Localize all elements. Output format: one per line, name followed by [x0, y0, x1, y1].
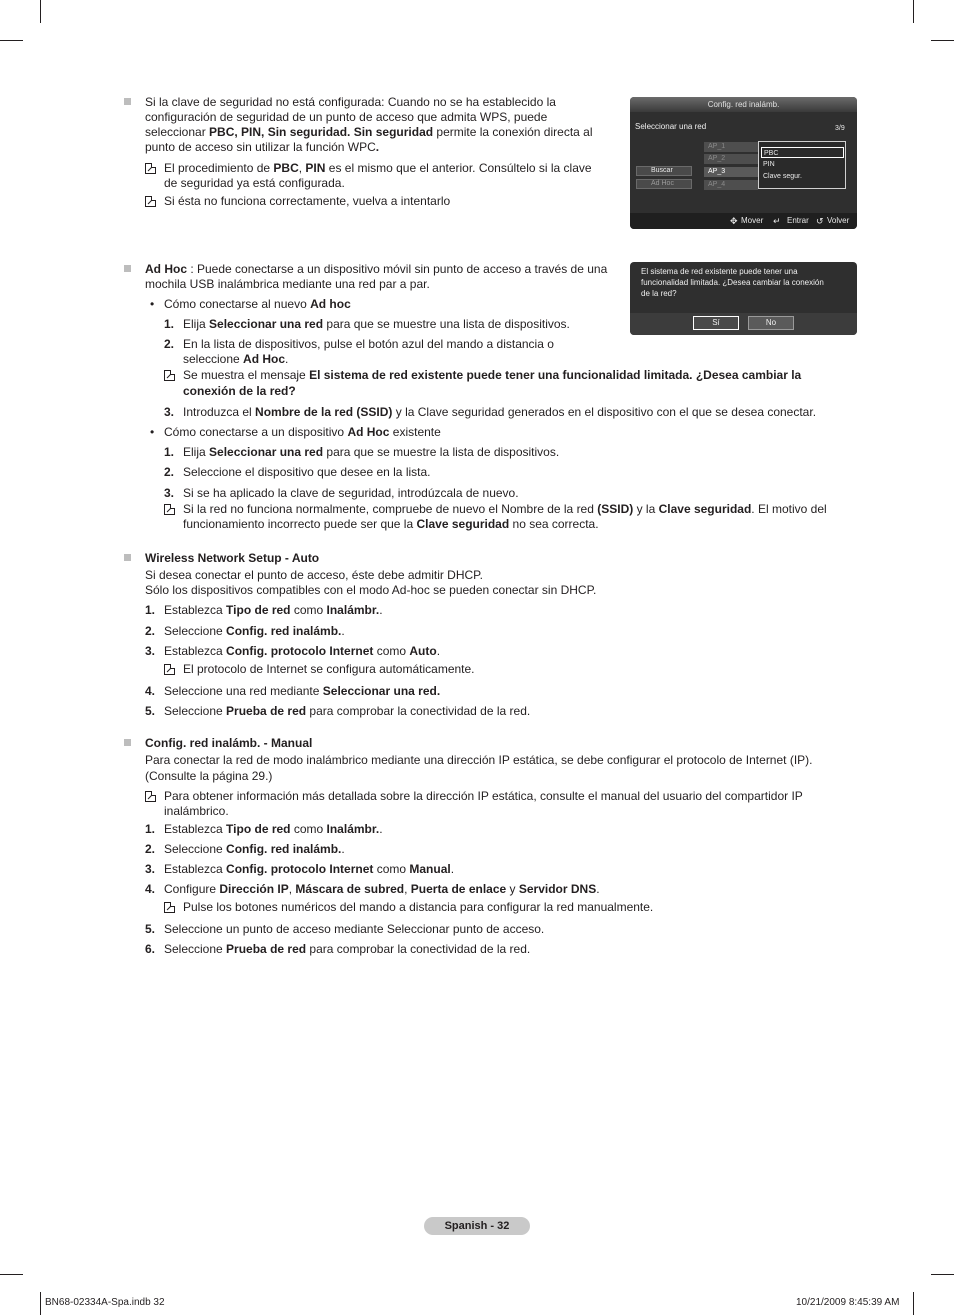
note-icon — [164, 664, 175, 675]
osd-page-count: 3/9 — [835, 125, 845, 132]
s4-p2: (Consulte la página 29.) — [145, 769, 273, 783]
step-number: 1. — [145, 603, 156, 617]
step-number: 2. — [164, 337, 175, 351]
s1-line4: punto de acceso sin utilizar la función WPC. — [145, 140, 380, 154]
s1-note1: El procedimiento de PBC, PIN es el mismo que el anterior. Consúltelo si la clave — [164, 161, 592, 175]
crop-mark — [40, 0, 41, 23]
s3-p2: Sólo los dispositivos compatibles con el modo Ad-hoc se pueden conectar sin DHCP. — [145, 583, 597, 597]
osd-mover: Mover — [741, 216, 764, 225]
s1-line1: Si la clave de seguridad no está configurada: Cuando no se ha establecido la — [145, 95, 556, 109]
s4-step4: Configure Dirección IP, Máscara de subred, Puerta de enlace y Servidor DNS. — [164, 882, 600, 896]
note-icon — [164, 370, 175, 381]
note-icon — [145, 791, 156, 802]
step-number: 2. — [145, 624, 156, 638]
osd-ap-item[interactable]: AP_2 — [704, 154, 758, 164]
osd2-message-line: El sistema de red existente puede tener una — [641, 267, 798, 276]
osd2-message-line: funcionalidad limitada. ¿Desea cambiar la conexión — [641, 278, 824, 287]
osd-option-clave[interactable]: Clave segur. — [763, 173, 802, 180]
step-number: 3. — [145, 862, 156, 876]
note-icon — [164, 504, 175, 515]
bullet: • — [150, 297, 155, 311]
step-number: 3. — [145, 644, 156, 658]
s2-note2-cont: funcionamiento incorrecto puede ser que la Clave seguridad no sea correcta. — [183, 517, 599, 531]
s3-step2: Seleccione Config. red inalámb.. — [164, 624, 345, 638]
s2-step2-cont: seleccione Ad Hoc. — [183, 352, 289, 366]
crop-mark — [0, 1274, 23, 1275]
osd-option-pbc[interactable]: PBC — [761, 147, 844, 158]
osd-select-label: Seleccionar una red — [635, 122, 707, 131]
step-number: 3. — [164, 405, 175, 419]
s2-heading: Ad Hoc : Puede conectarse a un dispositivo móvil sin punto de acceso a través de una — [145, 262, 608, 276]
osd-wireless-config — [630, 97, 857, 229]
osd-buscar-button[interactable]: Buscar — [636, 166, 692, 176]
s4-step2: Seleccione Config. red inalámb.. — [164, 842, 345, 856]
s3-step1: Establezca Tipo de red como Inalámbr.. — [164, 603, 383, 617]
s4-step3: Establezca Config. protocolo Internet como Manual. — [164, 862, 455, 876]
step-number: 6. — [145, 942, 156, 956]
s2-note1: Se muestra el mensaje El sistema de red existente puede tener una funcionalidad limitada. ¿Desea cambiar la — [183, 368, 802, 382]
s4-p1: Para conectar la red de modo inalámbrico mediante una dirección IP estática, se debe configurar el protocolo de Internet (IP). — [145, 753, 813, 767]
s1-note2: Si ésta no funciona correctamente, vuelva a intentarlo — [164, 194, 451, 208]
osd-title: Config. red inalámb. — [630, 97, 857, 112]
s2-note2: Si la red no funciona normalmente, compruebe de nuevo el Nombre de la red (SSID) y la Clave seguridad. El motivo del — [183, 502, 827, 516]
s3-step3: Establezca Config. protocolo Internet como Auto. — [164, 644, 441, 658]
osd-security-popup — [758, 141, 846, 189]
s3-p1: Si desea conectar el punto de acceso, éste debe admitir DHCP. — [145, 568, 483, 582]
osd-option-pin[interactable]: PIN — [763, 161, 775, 168]
osd-ap-item[interactable]: AP_4 — [704, 180, 758, 190]
s1-note1-cont: de seguridad ya está configurada. — [164, 176, 345, 190]
osd-adhoc-button[interactable]: Ad Hoc — [636, 179, 692, 189]
crop-mark — [931, 40, 954, 41]
crop-mark — [913, 1292, 914, 1315]
s4-step1: Establezca Tipo de red como Inalámbr.. — [164, 822, 383, 836]
s2-heading-cont: mochila USB inalámbrica mediante una red par a par. — [145, 277, 430, 291]
s2-step2: En la lista de dispositivos, pulse el botón azul del mando a distancia o — [183, 337, 554, 351]
osd-footer — [630, 213, 857, 229]
section-square-icon — [124, 739, 131, 746]
s4-step6: Seleccione Prueba de red para comprobar la conectividad de la red. — [164, 942, 531, 956]
page-number-badge: Spanish - 32 — [424, 1217, 530, 1235]
s2-existing-step1: Elija Seleccionar una red para que se muestre la lista de dispositivos. — [183, 445, 560, 459]
section-square-icon — [124, 554, 131, 561]
s2-existing-step2: Seleccione el dispositivo que desee en la lista. — [183, 465, 431, 479]
s4-note1: Para obtener información más detallada sobre la dirección IP estática, consulte el manual del usuario del compartidor IP — [164, 789, 803, 803]
s3-heading: Wireless Network Setup - Auto — [145, 551, 320, 565]
s2-step3: Introduzca el Nombre de la red (SSID) y la Clave seguridad generados en el dispositivo con el que se desea conectar. — [183, 405, 817, 419]
move-icon: ✥ — [730, 216, 738, 226]
osd-entrar: Entrar — [787, 216, 809, 225]
s3-note: El protocolo de Internet se configura automáticamente. — [183, 662, 475, 676]
crop-mark — [913, 0, 914, 23]
osd-ap-item[interactable]: AP_3 — [704, 167, 758, 177]
step-number: 5. — [145, 922, 156, 936]
osd2-button-bar — [630, 313, 857, 335]
footer-date: 10/21/2009 8:45:39 AM — [796, 1297, 900, 1308]
section-square-icon — [124, 98, 131, 105]
osd2-yes-button[interactable]: Sí — [693, 316, 739, 330]
s2-step1: Elija Seleccionar una red para que se muestre una lista de dispositivos. — [183, 317, 570, 331]
bullet: • — [150, 425, 155, 439]
osd2-message-line: de la red? — [641, 289, 677, 298]
step-number: 1. — [164, 445, 175, 459]
note-icon — [164, 902, 175, 913]
crop-mark — [0, 40, 23, 41]
step-number: 5. — [145, 704, 156, 718]
note-icon — [145, 196, 156, 207]
step-number: 2. — [164, 465, 175, 479]
step-number: 1. — [164, 317, 175, 331]
crop-mark — [931, 1274, 954, 1275]
s1-line2: configuración de seguridad de un punto de acceso que admita WPS, puede — [145, 110, 548, 124]
s2-existing-step3: Si se ha aplicado la clave de seguridad, introdúzcala de nuevo. — [183, 486, 519, 500]
section-square-icon — [124, 265, 131, 272]
step-number: 1. — [145, 822, 156, 836]
osd-volver: Volver — [827, 216, 850, 225]
crop-mark — [40, 1292, 41, 1315]
step-number: 4. — [145, 684, 156, 698]
s3-step5: Seleccione Prueba de red para comprobar la conectividad de la red. — [164, 704, 531, 718]
note-icon — [145, 163, 156, 174]
return-icon: ↺ — [816, 216, 824, 226]
s2-bullet2: Cómo conectarse a un dispositivo Ad Hoc existente — [164, 425, 441, 439]
footer-file: BN68-02334A-Spa.indb 32 — [45, 1297, 165, 1308]
osd2-no-button[interactable]: No — [748, 316, 794, 330]
step-number: 3. — [164, 486, 175, 500]
s4-note2: Pulse los botones numéricos del mando a distancia para configurar la red manualmente. — [183, 900, 654, 914]
step-number: 4. — [145, 882, 156, 896]
s4-heading: Config. red inalámb. - Manual — [145, 736, 313, 750]
s2-bullet1: Cómo conectarse al nuevo Ad hoc — [164, 297, 351, 311]
s4-step5: Seleccione un punto de acceso mediante Seleccionar punto de acceso. — [164, 922, 545, 936]
osd-ap-item[interactable]: AP_1 — [704, 142, 758, 152]
s3-step4: Seleccione una red mediante Seleccionar una red. — [164, 684, 441, 698]
osd-network-warning — [630, 262, 857, 335]
s4-note1-cont: inalámbrico. — [164, 804, 229, 818]
enter-icon: ↵ — [773, 216, 781, 226]
s2-note1-cont: conexión de la red? — [183, 384, 296, 398]
s1-line3: seleccionar PBC, PIN, Sin seguridad. Sin seguridad permite la conexión directa al — [145, 125, 593, 139]
step-number: 2. — [145, 842, 156, 856]
